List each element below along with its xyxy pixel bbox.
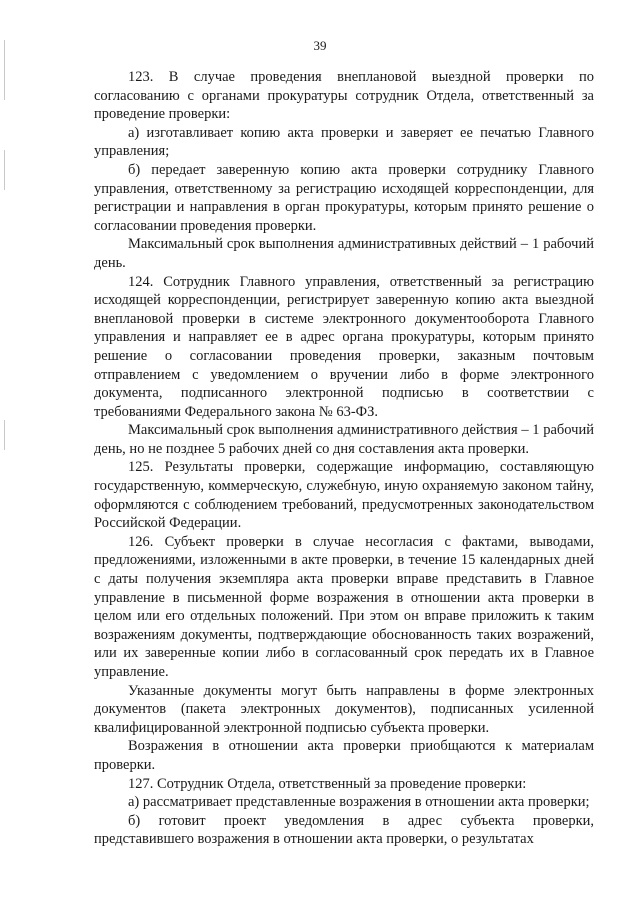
scan-edge-mark bbox=[4, 420, 5, 450]
paragraph-123-a: а) изготавливает копию акта проверки и заверяет ее печатью Главного управления; bbox=[94, 124, 594, 160]
paragraph-124: 124. Сотрудник Главного управления, ответственный за регистрацию исходящей корреспонденции, регистрирует заверенную копию акта выездной внеплановой проверки в системе электронного документооборота Главного управления и направляет ее в адрес органа прокуратуры, которым принято решение о согласовании проведения проверки, заказным почтовым отправлением с уведомлением о вручении либо в форме электронного документа, подписанного электронной подписью в соответствии с требованиями Федерального закона № 63-ФЗ. bbox=[94, 273, 594, 420]
paragraph-124-deadline: Максимальный срок выполнения административного действия – 1 рабочий день, но не позднее 5 рабочих дней со дня составления акта проверки. bbox=[94, 422, 594, 457]
paragraph-126-documents: Указанные документы могут быть направлены в форме электронных документов (пакета электронных документов), подписанных усиленной квалифицированной электронной подписью субъекта проверки. bbox=[94, 682, 594, 736]
scan-edge-mark bbox=[4, 150, 5, 190]
paragraph-123-deadline: Максимальный срок выполнения административных действий – 1 рабочий день. bbox=[94, 236, 594, 271]
page-number: 39 bbox=[313, 38, 327, 53]
paragraph-123-b: б) передает заверенную копию акта проверки сотруднику Главного управления, ответственному за регистрацию исходящей корреспонденции, для регистрации и направления в орган прокуратуры, которым принято решение о согласовании проведения проверки. bbox=[94, 161, 594, 234]
paragraph-127-a: а) рассматривает представленные возражения в отношении акта проверки; bbox=[128, 794, 590, 811]
document-body bbox=[94, 68, 594, 849]
paragraph-127-b: б) готовит проект уведомления в адрес субъекта проверки, представившего возражения в отношении акта проверки, о результатах bbox=[94, 812, 594, 848]
paragraph-126: 126. Субъект проверки в случае несогласия с фактами, выводами, предложениями, изложенными в акте проверки, в течение 15 календарных дней с даты получения экземпляра акта проверки вправе представить в Главное управление в письменной форме возражения в отношении акта проверки в целом или его отдельных положений. При этом он вправе приложить к таким возражениям документы, подтверждающие обоснованность таких возражений, или их заверенные копии либо в согласованный срок передать их в Главное управление. bbox=[94, 533, 594, 680]
paragraph-125: 125. Результаты проверки, содержащие информацию, составляющую государственную, коммерческую, служебную, иную охраняемую законом тайну, оформляются с соблюдением требований, предусмотренных законодательством Российской Федерации. bbox=[94, 459, 594, 532]
paragraph-127-intro: 127. Сотрудник Отдела, ответственный за проведение проверки: bbox=[128, 775, 527, 792]
paragraph-126-objections: Возражения в отношении акта проверки приобщаются к материалам проверки. bbox=[94, 738, 594, 773]
paragraph-123-intro: 123. В случае проведения внеплановой выездной проверки по согласованию с органами прокуратуры сотрудник Отдела, ответственный за проведение проверки: bbox=[94, 69, 594, 123]
